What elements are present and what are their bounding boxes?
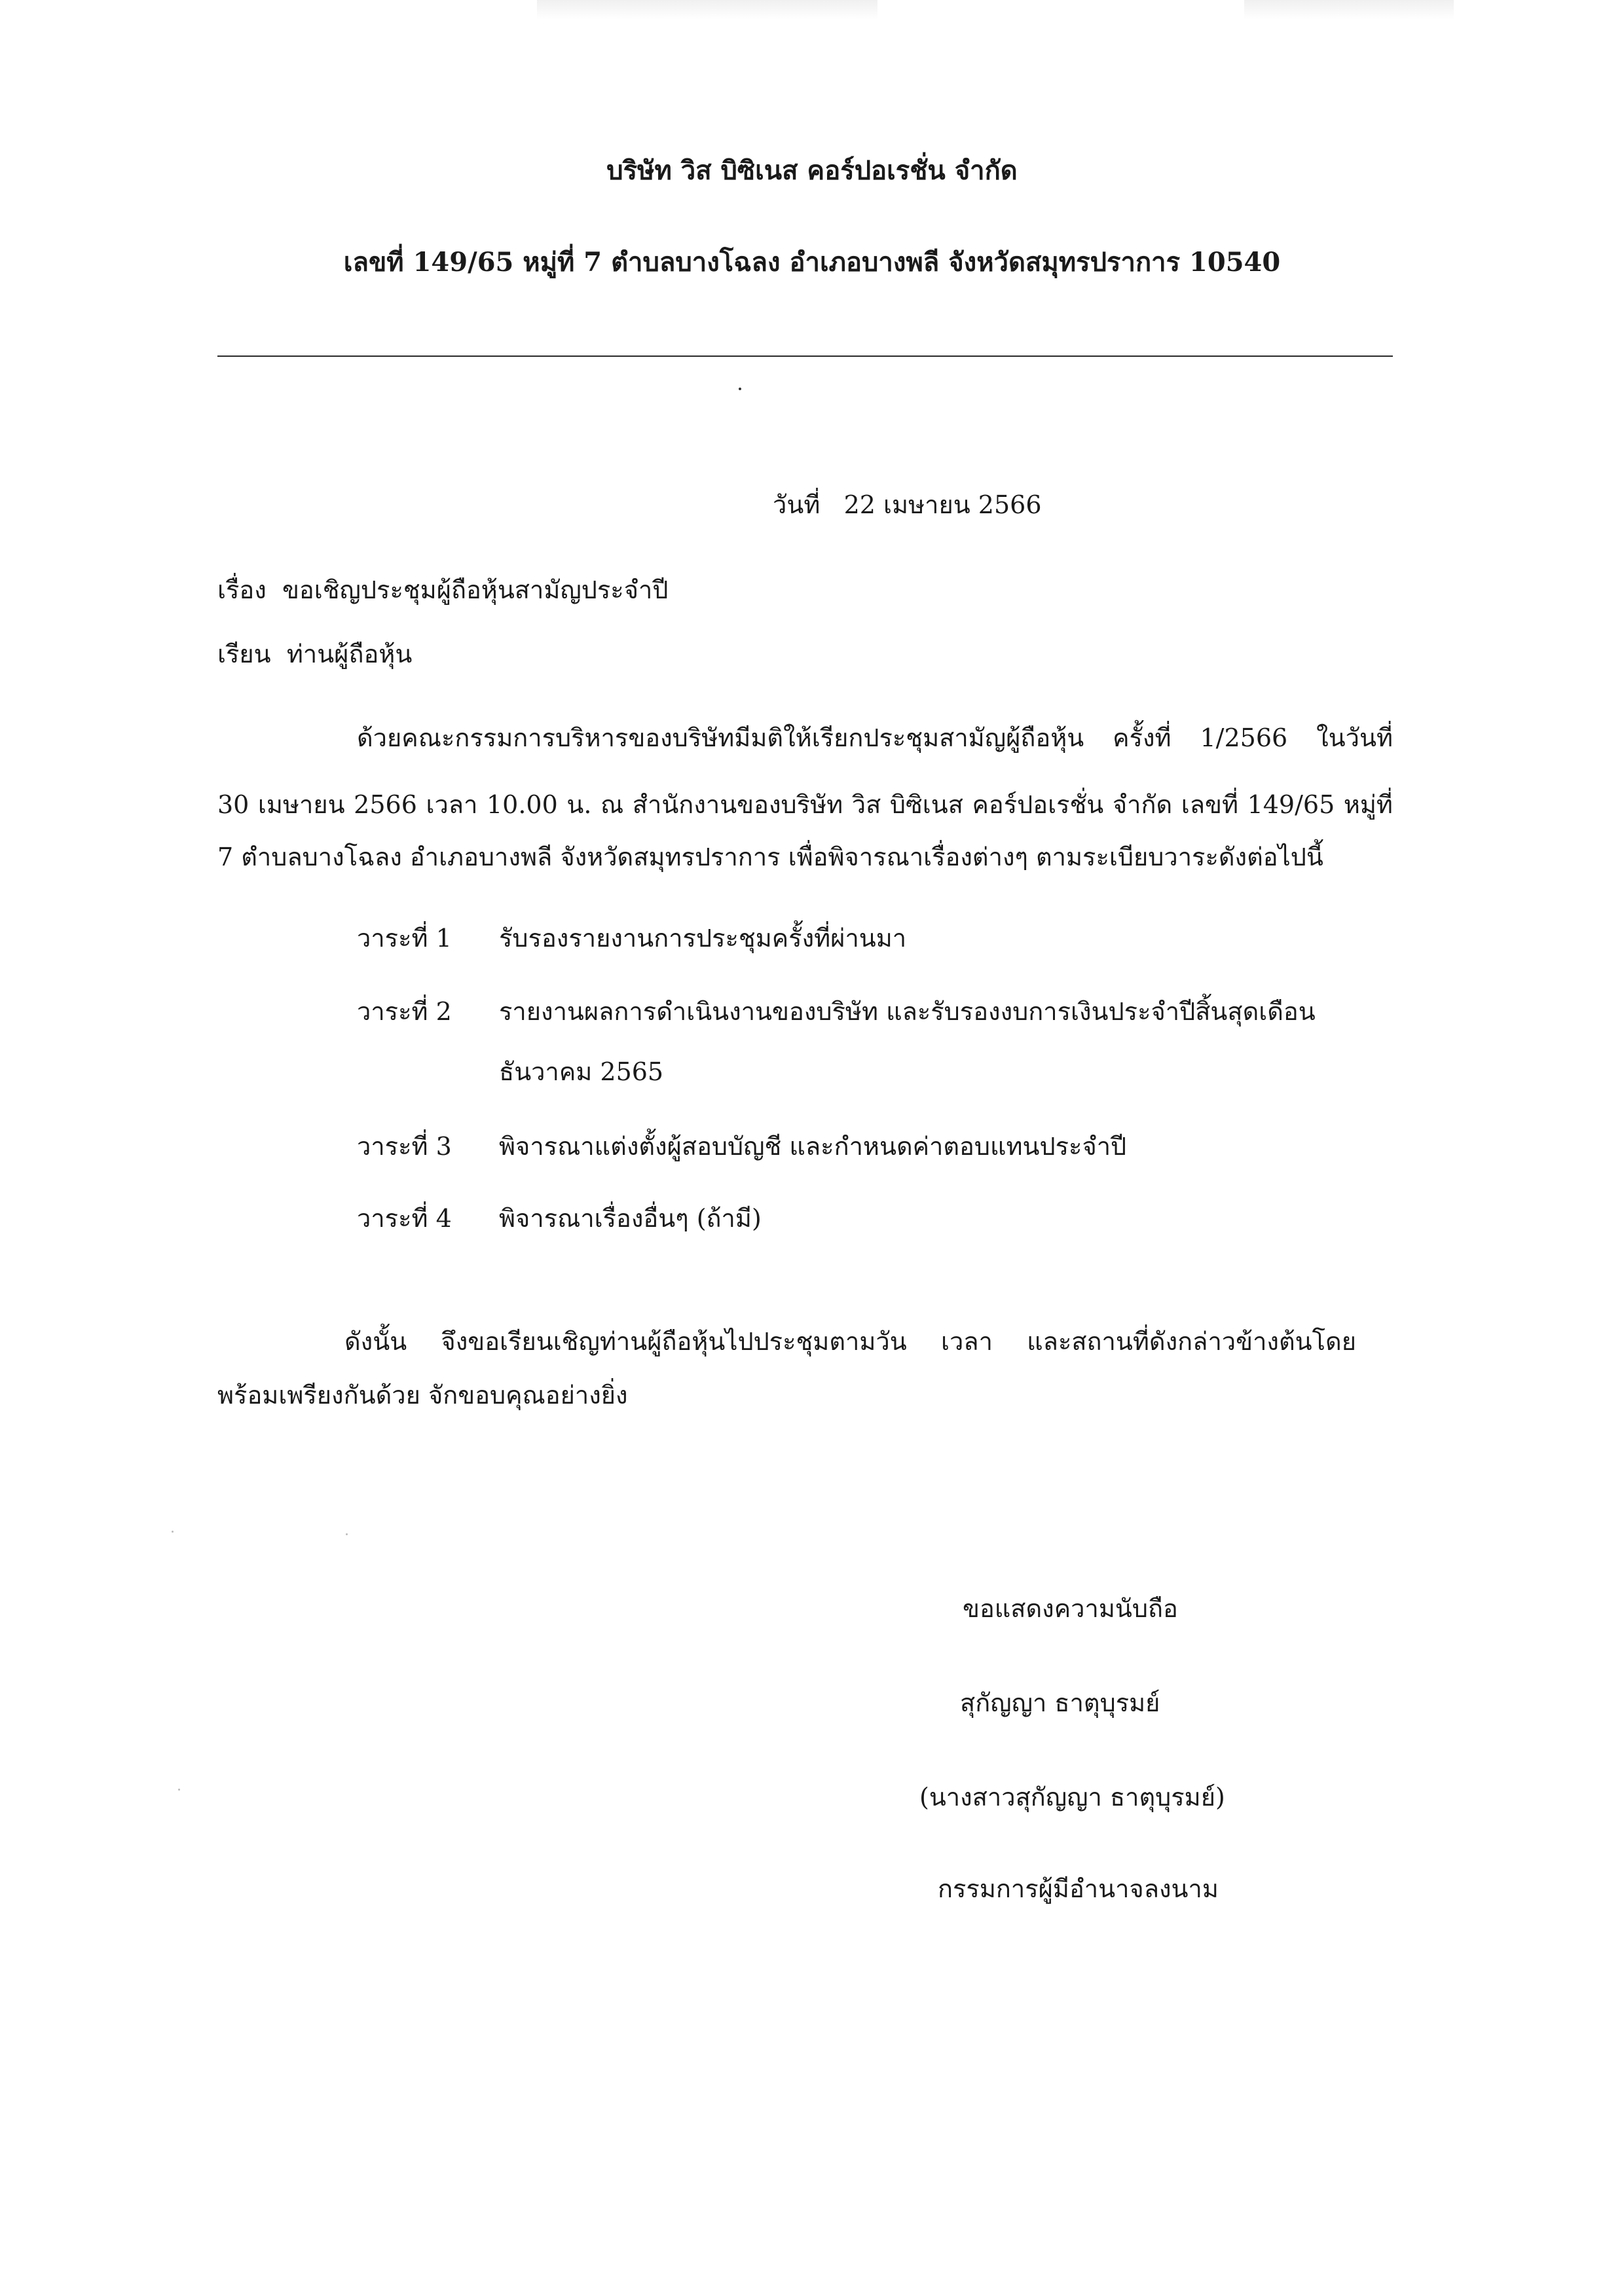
agenda-2-text-cont: ธันวาคม 2565 bbox=[499, 1057, 664, 1086]
date-value: 22 เมษายน 2566 bbox=[843, 490, 1042, 519]
scan-speck bbox=[346, 1533, 348, 1535]
scan-shadow bbox=[1244, 0, 1454, 20]
scan-speck bbox=[178, 1789, 180, 1791]
body-line-1: ด้วยคณะกรรมการบริหารของบริษัทมีมติให้เรียกประชุมสามัญผู้ถือหุ้น ครั้งที่ 1/2566 ในวันที่ bbox=[357, 723, 1393, 752]
subject-line bbox=[217, 577, 668, 602]
agenda-2-label: วาระที่ 2 bbox=[357, 997, 452, 1026]
scan-speck bbox=[172, 1531, 174, 1533]
agenda-4-text: พิจารณาเรื่องอื่นๆ (ถ้ามี) bbox=[499, 1204, 762, 1233]
agenda-1-label: วาระที่ 1 bbox=[357, 924, 452, 953]
company-name: บริษัท วิส บิซิเนส คอร์ปอเรชั่น จำกัด bbox=[606, 155, 1018, 186]
subject-label: เรื่อง bbox=[217, 575, 267, 604]
scan-shadow bbox=[537, 0, 877, 20]
header-divider bbox=[217, 355, 1393, 357]
subject-value: ขอเชิญประชุมผู้ถือหุ้นสามัญประจำปี bbox=[282, 575, 669, 604]
signed-name: สุกัญญา ธาตุบุรมย์ bbox=[960, 1688, 1160, 1717]
recipient-label: เรียน bbox=[217, 640, 271, 668]
agenda-3-label: วาระที่ 3 bbox=[357, 1132, 452, 1161]
scan-dot bbox=[739, 388, 741, 390]
date-line bbox=[773, 492, 1042, 517]
body-line-3: 7 ตำบลบางโฉลง อำเภอบางพลี จังหวัดสมุทรปราการ เพื่อพิจารณาเรื่องต่างๆ ตามระเบียบวาระดังต่อไปนี้ bbox=[217, 843, 1323, 871]
company-address: เลขที่ 149/65 หมู่ที่ 7 ตำบลบางโฉลง อำเภอบางพลี จังหวัดสมุทรปราการ 10540 bbox=[343, 247, 1281, 278]
agenda-3-text: พิจารณาแต่งตั้งผู้สอบบัญชี และกำหนดค่าตอบแทนประจำปี bbox=[499, 1132, 1127, 1161]
regards-text: ขอแสดงความนับถือ bbox=[963, 1594, 1178, 1623]
agenda-1-text: รับรองรายงานการประชุมครั้งที่ผ่านมา bbox=[499, 924, 907, 953]
closing-line-1: ดังนั้น จึงขอเรียนเชิญท่านผู้ถือหุ้นไปประชุมตามวัน เวลา และสถานที่ดังกล่าวข้างต้นโดย bbox=[344, 1327, 1356, 1356]
closing-line-2: พร้อมเพรียงกันด้วย จักขอบคุณอย่างยิ่ง bbox=[217, 1381, 628, 1410]
date-label: วันที่ bbox=[773, 490, 821, 519]
recipient-value: ท่านผู้ถือหุ้น bbox=[286, 640, 413, 668]
agenda-4-label: วาระที่ 4 bbox=[357, 1204, 452, 1233]
signatory-title: กรรมการผู้มีอำนาจลงนาม bbox=[938, 1874, 1219, 1903]
body-line-2: 30 เมษายน 2566 เวลา 10.00 น. ณ สำนักงานของบริษัท วิส บิซิเนส คอร์ปอเรชั่น จำกัด เลขที่ 149/65 หมู่ที่ bbox=[217, 790, 1393, 819]
recipient-line bbox=[217, 642, 412, 666]
signatory-full-name: (นางสาวสุกัญญา ธาตุบุรมย์) bbox=[919, 1783, 1225, 1812]
agenda-2-text: รายงานผลการดำเนินงานของบริษัท และรับรองงบการเงินประจำปีสิ้นสุดเดือน bbox=[499, 997, 1316, 1026]
